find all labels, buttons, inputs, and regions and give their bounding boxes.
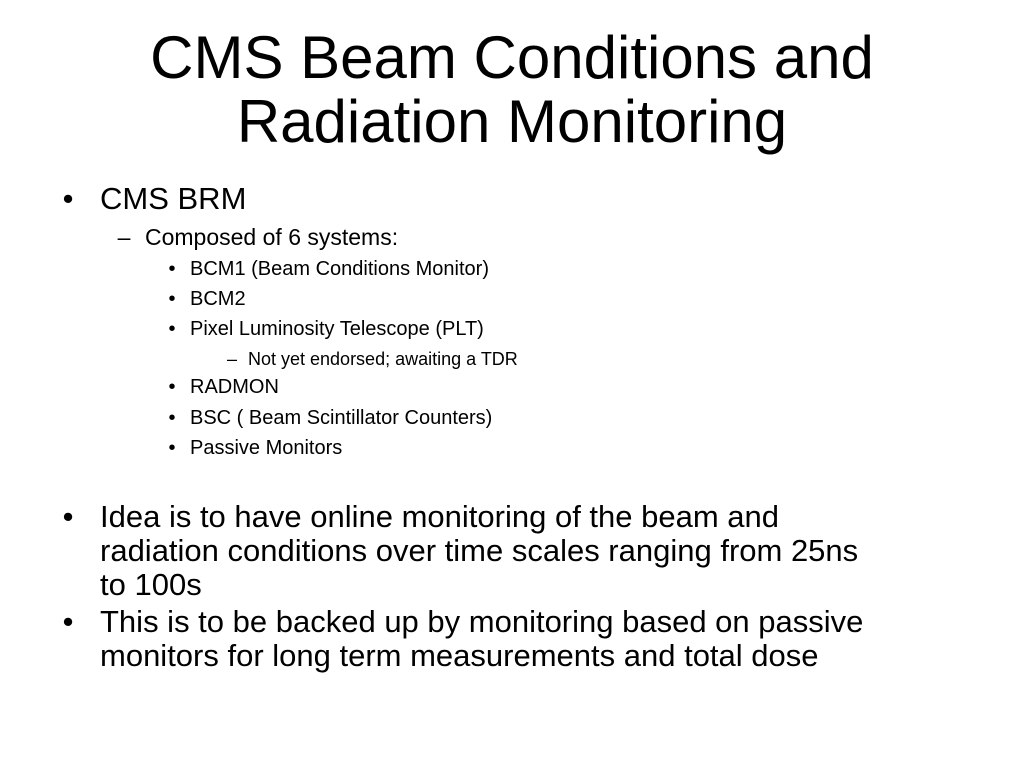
bullet-icon: • bbox=[168, 376, 176, 398]
backup-line-2: monitors for long term measurements and total dose bbox=[100, 638, 819, 673]
bullet-icon: • bbox=[62, 499, 74, 534]
sub-bullet-composed: Composed of 6 systems: bbox=[145, 224, 399, 250]
bullet-cms-brm: CMS BRM bbox=[100, 181, 247, 216]
title-line-2: Radiation Monitoring bbox=[236, 88, 788, 155]
plt-note: Not yet endorsed; awaiting a TDR bbox=[248, 349, 518, 369]
bullet-icon: • bbox=[62, 604, 74, 639]
title-line-1: CMS Beam Conditions and bbox=[150, 24, 874, 91]
system-item: RADMON bbox=[190, 376, 279, 398]
dash-icon: – bbox=[226, 349, 237, 369]
bullet-icon: • bbox=[168, 437, 176, 459]
bullet-icon: • bbox=[168, 407, 176, 429]
bullet-backup bbox=[100, 605, 1000, 673]
idea-line-2: radiation conditions over time scales ranging from 25ns bbox=[100, 533, 859, 568]
bullet-icon: • bbox=[168, 318, 176, 340]
system-item: Passive Monitors bbox=[190, 437, 343, 459]
idea-line-1: Idea is to have online monitoring of the beam and bbox=[100, 499, 780, 534]
backup-line-1: This is to be backed up by monitoring based on passive bbox=[100, 604, 864, 639]
bullet-idea bbox=[100, 500, 1000, 602]
system-item: BCM2 bbox=[190, 288, 246, 310]
bullet-icon: • bbox=[62, 181, 74, 216]
slide-title bbox=[0, 26, 1024, 154]
bullet-icon: • bbox=[168, 258, 176, 280]
system-item: Pixel Luminosity Telescope (PLT) bbox=[190, 318, 484, 340]
dash-icon: – bbox=[117, 224, 131, 250]
idea-line-3: to 100s bbox=[100, 567, 202, 602]
system-item: BCM1 (Beam Conditions Monitor) bbox=[190, 258, 489, 280]
system-item: BSC ( Beam Scintillator Counters) bbox=[190, 407, 493, 429]
bullet-icon: • bbox=[168, 288, 176, 310]
